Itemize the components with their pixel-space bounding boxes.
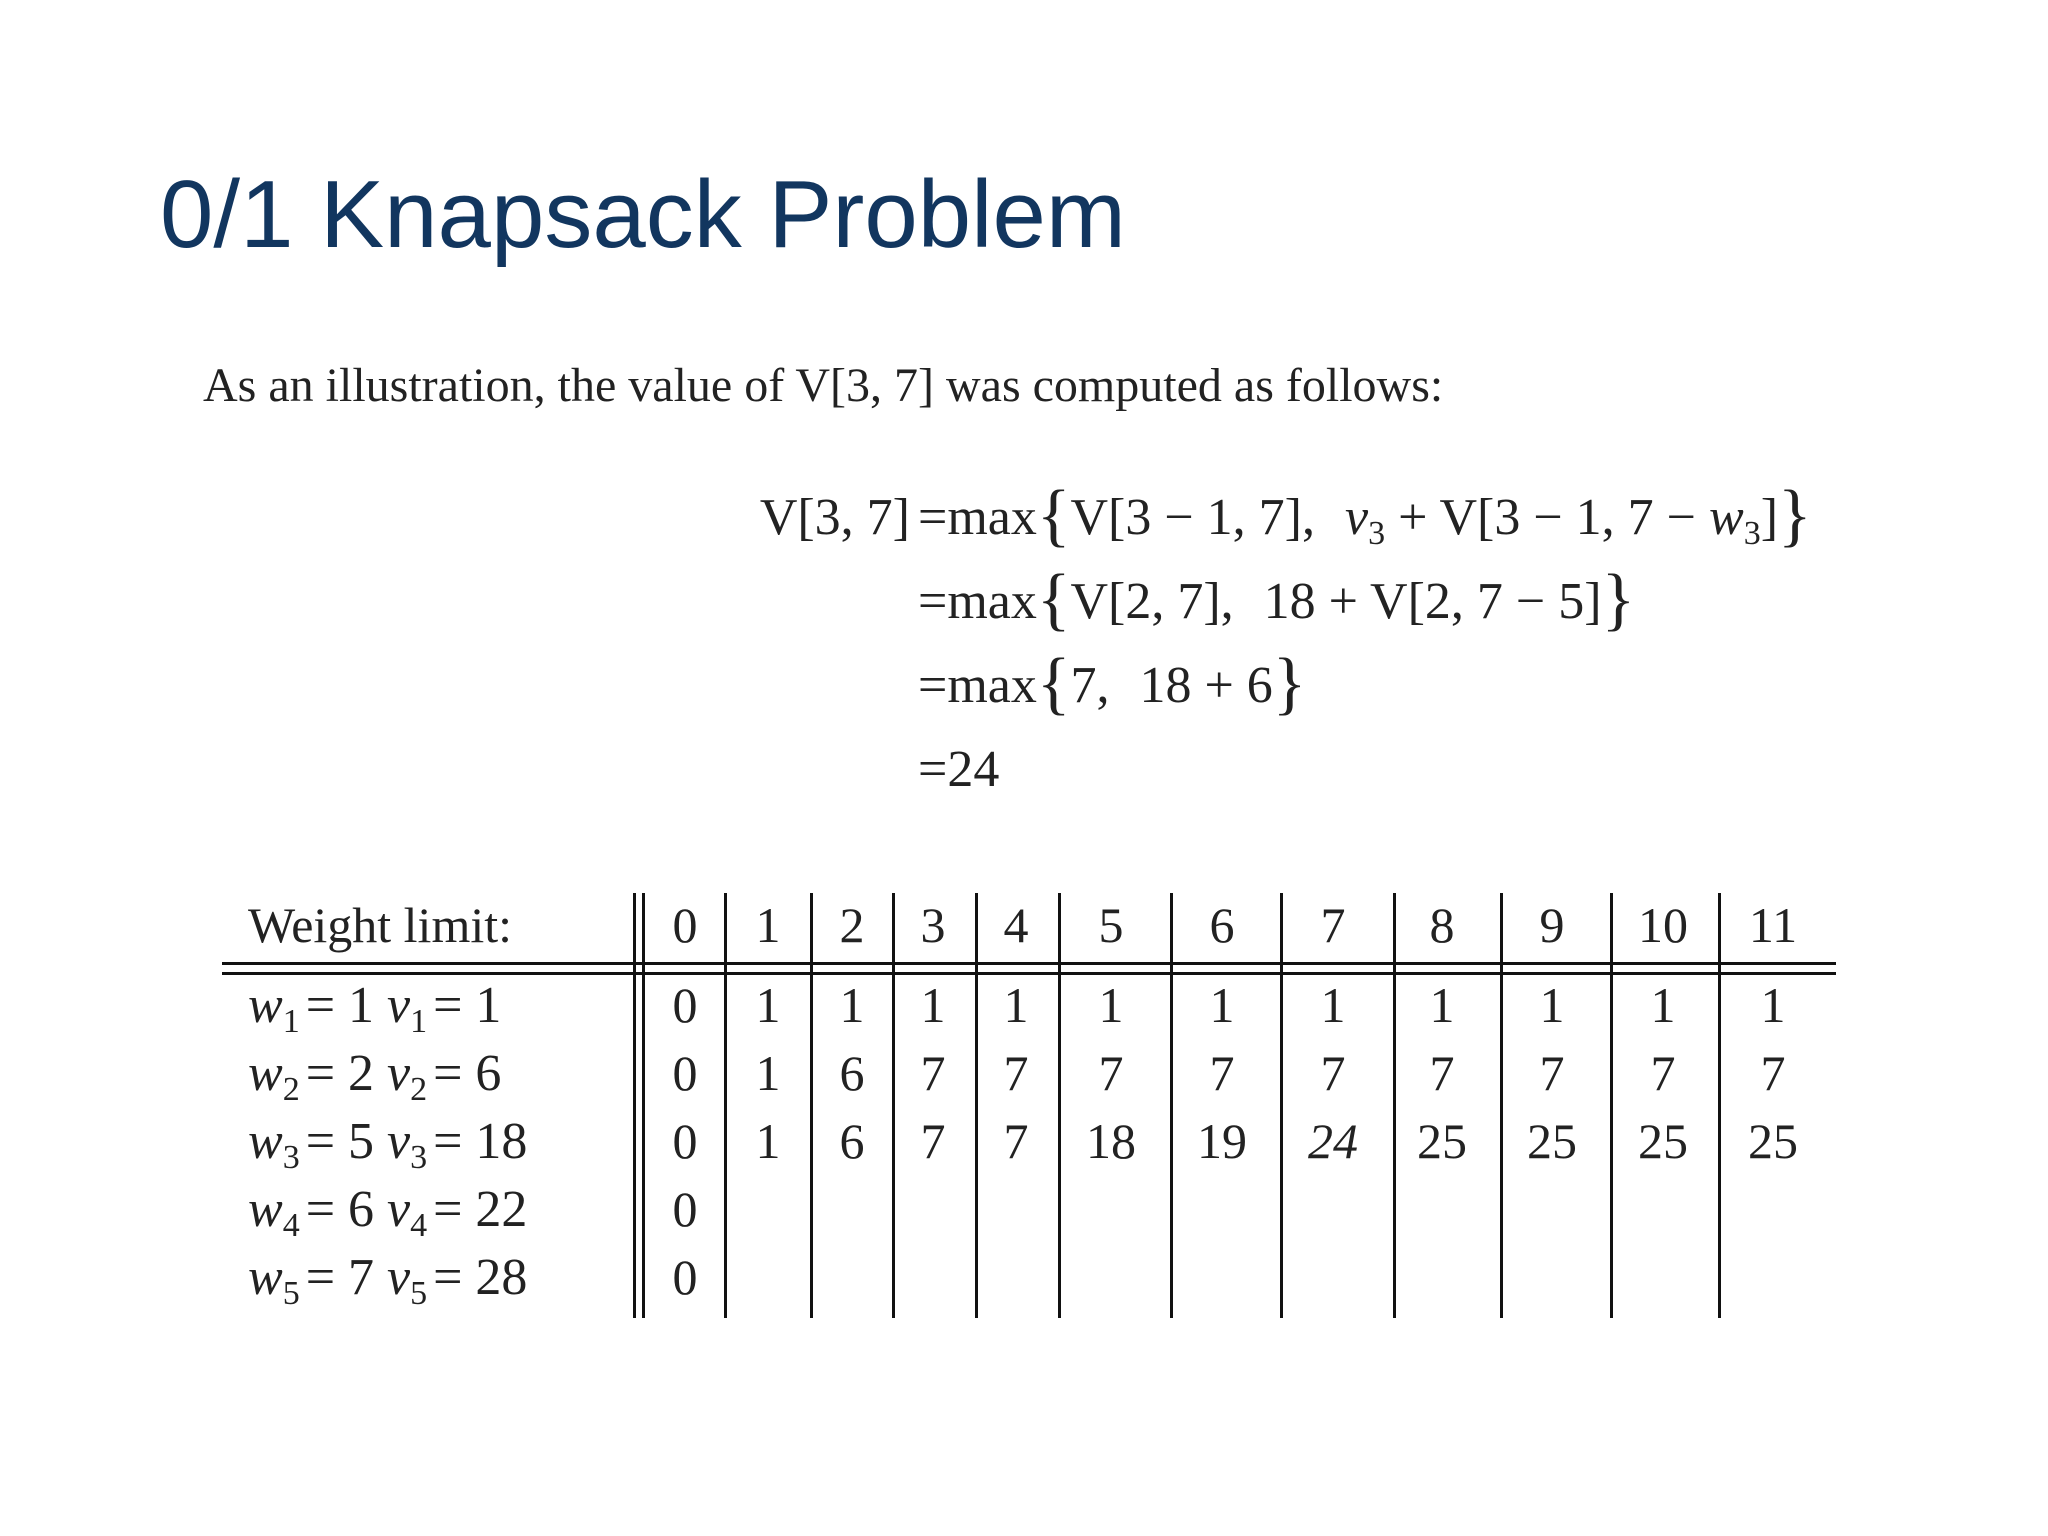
row-label bbox=[248, 1045, 502, 1108]
table-cell: 7 bbox=[1539, 1045, 1565, 1101]
equation-result: =24 bbox=[918, 741, 1000, 798]
table-cell: 1 bbox=[1209, 977, 1235, 1033]
row-label-part: = 22 bbox=[433, 1181, 528, 1238]
row-label-part: w bbox=[248, 1249, 283, 1306]
row-label-part: 2 bbox=[410, 1071, 428, 1108]
equation-line-3: =max{7, 18 + 6} bbox=[918, 645, 1307, 722]
table-cell: 25 bbox=[1748, 1113, 1798, 1169]
row-label-part: w bbox=[248, 1113, 283, 1170]
column-header: 7 bbox=[1320, 897, 1346, 953]
equation-eq: =max bbox=[918, 657, 1037, 714]
row-label bbox=[248, 1181, 528, 1244]
table-cell: 18 bbox=[1086, 1113, 1136, 1169]
table-double-divider bbox=[642, 893, 645, 1318]
slide-title: 0/1 Knapsack Problem bbox=[160, 161, 1126, 268]
table-cell: 25 bbox=[1527, 1113, 1577, 1169]
equation-lhs: V[3, 7] bbox=[759, 489, 910, 546]
row-label bbox=[248, 1249, 528, 1312]
equation-term: 18 + V[2, 7 − 5] bbox=[1263, 573, 1602, 630]
equation-var: w bbox=[1709, 489, 1744, 546]
row-label bbox=[248, 1113, 528, 1176]
column-header: 5 bbox=[1098, 897, 1124, 953]
table-cell: 7 bbox=[920, 1113, 946, 1169]
table-column-divider bbox=[975, 893, 978, 1318]
table-cell: 25 bbox=[1638, 1113, 1688, 1169]
table-column-divider bbox=[810, 893, 813, 1318]
table-cell: 1 bbox=[839, 977, 865, 1033]
column-header: 4 bbox=[1003, 897, 1029, 953]
row-label-part: 4 bbox=[410, 1207, 428, 1244]
table-cell: 25 bbox=[1417, 1113, 1467, 1169]
table-cell: 0 bbox=[672, 1045, 698, 1101]
column-header: 10 bbox=[1638, 897, 1688, 953]
table-cell: 1 bbox=[755, 1113, 781, 1169]
equation-line-1: V[3, 7] =max{V[3 − 1, 7], $v_3 + V[3 - 1$, $7 - w_3$]} bbox=[759, 477, 1812, 554]
column-header: 0 bbox=[672, 897, 698, 953]
intro-text: As an illustration, the value of V[3, 7] was computed as follows: bbox=[203, 359, 1444, 412]
table-cell: 19 bbox=[1197, 1113, 1247, 1169]
row-label-part: 1 bbox=[282, 1003, 300, 1040]
table-cell: 6 bbox=[839, 1113, 865, 1169]
table-cell: 7 bbox=[1760, 1045, 1786, 1101]
table-cell: 0 bbox=[672, 1249, 698, 1305]
row-label-part: = 6 bbox=[433, 1045, 502, 1102]
table-cell: 7 bbox=[1003, 1045, 1029, 1101]
table-header-label: Weight limit: bbox=[248, 897, 513, 953]
equation-term: 18 + 6 bbox=[1139, 657, 1273, 714]
row-label-part: 3 bbox=[410, 1139, 428, 1176]
table-cell: 1 bbox=[1429, 977, 1455, 1033]
table-header-rule bbox=[222, 962, 1836, 965]
table-cell: 7 bbox=[1650, 1045, 1676, 1101]
row-label bbox=[248, 977, 502, 1040]
table-column-divider bbox=[1058, 893, 1061, 1318]
table-cell: 1 bbox=[920, 977, 946, 1033]
table-column-divider bbox=[1718, 893, 1721, 1318]
equation-term: V[2, 7], bbox=[1070, 573, 1234, 630]
row-label-part: w bbox=[248, 1045, 283, 1102]
equation-term: V[3 − 1, 7], bbox=[1070, 489, 1315, 546]
table-column-divider bbox=[724, 893, 727, 1318]
row-label-part: v bbox=[387, 1249, 411, 1306]
row-label-part: = 28 bbox=[433, 1249, 528, 1306]
table-cell: 1 bbox=[1539, 977, 1565, 1033]
row-label-part: 5 bbox=[410, 1275, 428, 1312]
table-cell: 0 bbox=[672, 1113, 698, 1169]
row-label-part: 2 bbox=[282, 1071, 300, 1108]
equation-line-4 bbox=[918, 740, 999, 799]
column-header: 2 bbox=[839, 897, 865, 953]
table-cell: 6 bbox=[839, 1045, 865, 1101]
table-cell: 1 bbox=[1760, 977, 1786, 1033]
row-label-part: v bbox=[387, 1181, 411, 1238]
row-label-part: = 2 bbox=[305, 1045, 375, 1102]
row-label-part: = 5 bbox=[305, 1113, 375, 1170]
table-double-divider bbox=[633, 893, 636, 1318]
table-cell: 7 bbox=[1320, 1045, 1346, 1101]
row-label-part: v bbox=[387, 1113, 411, 1170]
table-column-divider bbox=[1393, 893, 1396, 1318]
table-cell: 7 bbox=[1098, 1045, 1124, 1101]
table-column-divider bbox=[892, 893, 895, 1318]
equation-eq: =max bbox=[918, 489, 1037, 546]
row-label-part: v bbox=[387, 977, 411, 1034]
row-label-part: v bbox=[387, 1045, 411, 1102]
table-cell: 1 bbox=[1320, 977, 1346, 1033]
table-cell: 1 bbox=[1650, 977, 1676, 1033]
table-cell: 7 bbox=[920, 1045, 946, 1101]
row-label-part: = 1 bbox=[305, 977, 375, 1034]
table-cell: 7 bbox=[1429, 1045, 1455, 1101]
column-header: 8 bbox=[1429, 897, 1455, 953]
equation-sub: 3 bbox=[1743, 515, 1761, 552]
table-header-rule bbox=[222, 972, 1836, 975]
row-label-part: = 18 bbox=[433, 1113, 528, 1170]
table-cell: 1 bbox=[1098, 977, 1124, 1033]
equation-line-2: =max{V[2, 7], 18 + V[2, 7 − 5]} bbox=[918, 561, 1636, 638]
row-label-part: w bbox=[248, 977, 283, 1034]
row-label-part: = 6 bbox=[305, 1181, 375, 1238]
table-column-divider bbox=[1500, 893, 1503, 1318]
equation-term: ] bbox=[1760, 489, 1779, 546]
table-cell: 1 bbox=[755, 977, 781, 1033]
equation-sub: 3 bbox=[1368, 515, 1386, 552]
column-header: 1 bbox=[755, 897, 781, 953]
table-cell: 7 bbox=[1209, 1045, 1235, 1101]
table-cell: 7 bbox=[1003, 1113, 1029, 1169]
row-label-part: 5 bbox=[282, 1275, 300, 1312]
column-header: 9 bbox=[1539, 897, 1565, 953]
table-cell: 24 bbox=[1308, 1113, 1358, 1169]
row-label-part: 4 bbox=[282, 1207, 300, 1244]
table-column-divider bbox=[1170, 893, 1173, 1318]
table-cell: 1 bbox=[755, 1045, 781, 1101]
equation-eq: =max bbox=[918, 573, 1037, 630]
table-column-divider bbox=[1610, 893, 1613, 1318]
row-label-part: 3 bbox=[282, 1139, 300, 1176]
row-label-part: w bbox=[248, 1181, 283, 1238]
equation-term: 7, bbox=[1070, 657, 1110, 714]
column-header: 11 bbox=[1748, 897, 1798, 953]
equation-term: + V[3 − 1, 7 − bbox=[1398, 489, 1709, 546]
column-header: 6 bbox=[1209, 897, 1235, 953]
table-cell: 0 bbox=[672, 977, 698, 1033]
equation-var: v bbox=[1344, 489, 1369, 546]
row-label-part: 1 bbox=[410, 1003, 428, 1040]
column-header: 3 bbox=[920, 897, 946, 953]
table-cell: 0 bbox=[672, 1181, 698, 1237]
table-cell: 1 bbox=[1003, 977, 1029, 1033]
table-column-divider bbox=[1280, 893, 1283, 1318]
row-label-part: = 7 bbox=[305, 1249, 375, 1306]
row-label-part: = 1 bbox=[433, 977, 502, 1034]
